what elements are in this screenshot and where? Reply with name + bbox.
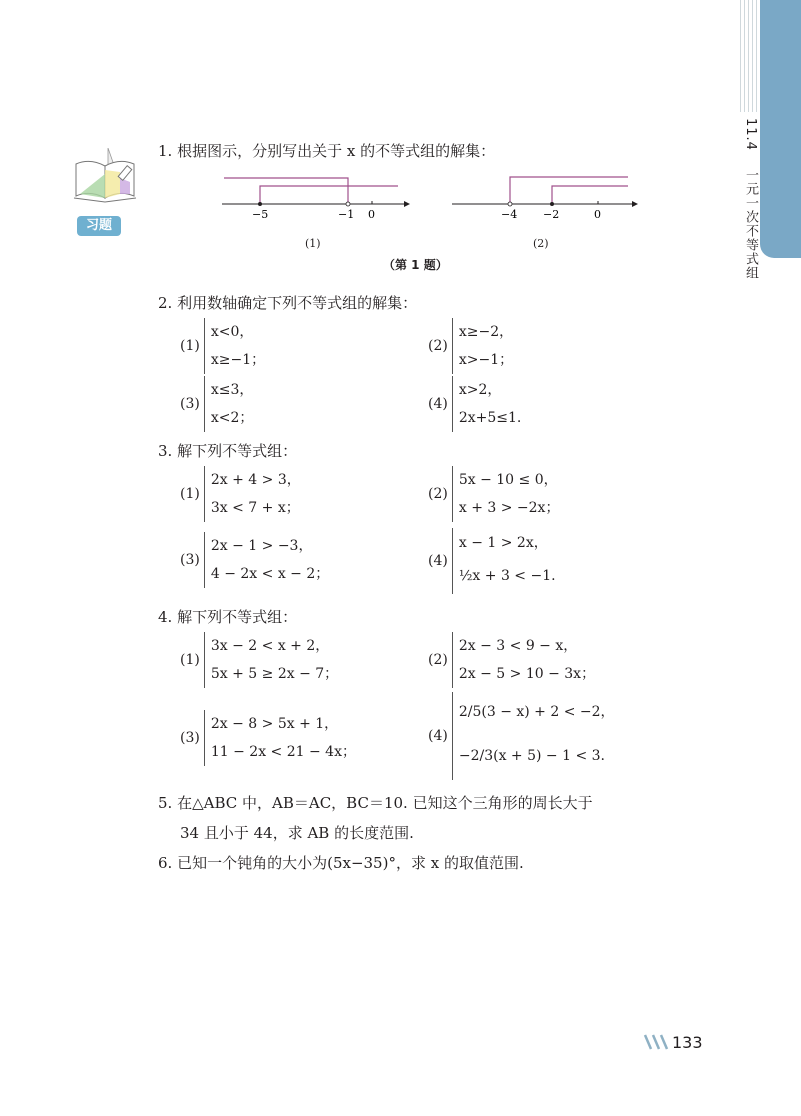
question-text: 已知一个钝角的大小为(5x−35)°，求 x 的取值范围. xyxy=(177,854,524,872)
inequality: 2x − 5 > 10 − 3x； xyxy=(458,666,596,682)
system-label: (2) xyxy=(428,652,448,668)
inequality: 2x − 3 < 9 − x， xyxy=(458,638,578,654)
question-5 xyxy=(158,792,593,813)
q2-system-1 xyxy=(180,318,265,374)
system-label: (3) xyxy=(180,396,200,412)
svg-text:−4: −4 xyxy=(501,208,518,221)
system-label: (4) xyxy=(428,728,448,744)
inequality: x≥−2， xyxy=(458,324,514,340)
question-1 xyxy=(158,140,495,161)
section-number: 11.4 xyxy=(743,118,758,151)
q3-system-4 xyxy=(428,528,556,594)
system-label: (1) xyxy=(180,652,200,668)
question-text: 根据图示，分别写出关于 x 的不等式组的解集： xyxy=(177,142,496,160)
section-title: 一元一次不等式组 xyxy=(743,168,758,281)
question-text: 解下列不等式组： xyxy=(177,442,298,460)
figure-1-caption: (1) xyxy=(305,237,321,250)
question-number: 1. xyxy=(158,142,173,160)
svg-text:−2: −2 xyxy=(543,208,560,221)
chapter-label xyxy=(740,118,760,280)
inequality: 11 − 2x < 21 − 4x； xyxy=(210,744,356,760)
inequality: x≤3， xyxy=(210,382,254,398)
question-3 xyxy=(158,440,297,461)
page-stripes-icon xyxy=(642,1033,670,1051)
q2-system-4 xyxy=(428,376,521,432)
system-label: (1) xyxy=(180,338,200,354)
question-number: 6. xyxy=(158,854,173,872)
inequality: 2x − 1 > −3， xyxy=(210,538,313,554)
question-number: 2. xyxy=(158,294,173,312)
inequality: x≥−1； xyxy=(210,352,266,368)
question-6 xyxy=(158,852,524,873)
question-number: 4. xyxy=(158,608,173,626)
q4-system-3 xyxy=(180,710,356,766)
svg-text:−1: −1 xyxy=(338,208,355,221)
inequality: x + 3 > −2x； xyxy=(458,500,560,516)
system-label: (1) xyxy=(180,486,200,502)
q3-system-2 xyxy=(428,466,559,522)
system-label: (2) xyxy=(428,486,448,502)
exercise-badge: 习题 xyxy=(77,216,121,236)
inequality: x>2， xyxy=(458,382,502,398)
question-text: 解下列不等式组： xyxy=(177,608,298,626)
figure-title: （第 1 题） xyxy=(383,258,448,272)
q4-system-4 xyxy=(428,692,615,780)
question-number: 5. xyxy=(158,794,173,812)
inequality: 2x + 4 > 3， xyxy=(210,472,301,488)
question-5-line-2: 34 且小于 44，求 AB 的长度范围. xyxy=(180,824,414,842)
q2-system-2 xyxy=(428,318,513,374)
system-label: (3) xyxy=(180,730,200,746)
page-number: 133 xyxy=(672,1033,703,1052)
inequality: x<0， xyxy=(210,324,254,340)
q3-system-3 xyxy=(180,532,329,588)
number-line-figure-2 xyxy=(452,172,642,222)
q4-system-1 xyxy=(180,632,338,688)
inequality: x>−1； xyxy=(458,352,514,368)
q3-system-1 xyxy=(180,466,301,522)
decorative-lines xyxy=(740,0,758,112)
inequality: −2/3(x + 5) − 1 < 3. xyxy=(458,748,605,764)
inequality: 3x − 2 < x + 2， xyxy=(210,638,330,654)
inequality: 2x+5≤1. xyxy=(458,410,522,426)
q4-system-2 xyxy=(428,632,595,688)
svg-text:−5: −5 xyxy=(252,208,269,221)
figure-2-caption: (2) xyxy=(533,237,549,250)
svg-text:0: 0 xyxy=(594,208,601,221)
system-label: (4) xyxy=(428,396,448,412)
inequality: ½x + 3 < −1. xyxy=(458,568,556,584)
inequality: 5x − 10 ≤ 0， xyxy=(458,472,558,488)
q2-system-3 xyxy=(180,376,253,432)
inequality: 3x < 7 + x； xyxy=(210,500,300,516)
inequality: 2x − 8 > 5x + 1， xyxy=(210,716,339,732)
system-label: (4) xyxy=(428,553,448,569)
inequality: x<2； xyxy=(210,410,254,426)
question-4 xyxy=(158,606,297,627)
inequality: 5x + 5 ≥ 2x − 7； xyxy=(210,666,339,682)
inequality: 4 − 2x < x − 2； xyxy=(210,566,330,582)
system-label: (2) xyxy=(428,338,448,354)
number-line-figure-1 xyxy=(222,172,412,222)
question-2 xyxy=(158,292,417,313)
question-text: 在△ABC 中，AB＝AC，BC＝10. 已知这个三角形的周长大于 xyxy=(177,794,593,812)
chapter-tab xyxy=(760,0,801,258)
svg-text:0: 0 xyxy=(368,208,375,221)
system-label: (3) xyxy=(180,552,200,568)
question-number: 3. xyxy=(158,442,173,460)
question-text: 利用数轴确定下列不等式组的解集： xyxy=(177,294,418,312)
open-book-icon xyxy=(72,148,138,206)
inequality: x − 1 > 2x， xyxy=(458,535,548,551)
inequality: 2/5(3 − x) + 2 < −2， xyxy=(458,704,615,720)
